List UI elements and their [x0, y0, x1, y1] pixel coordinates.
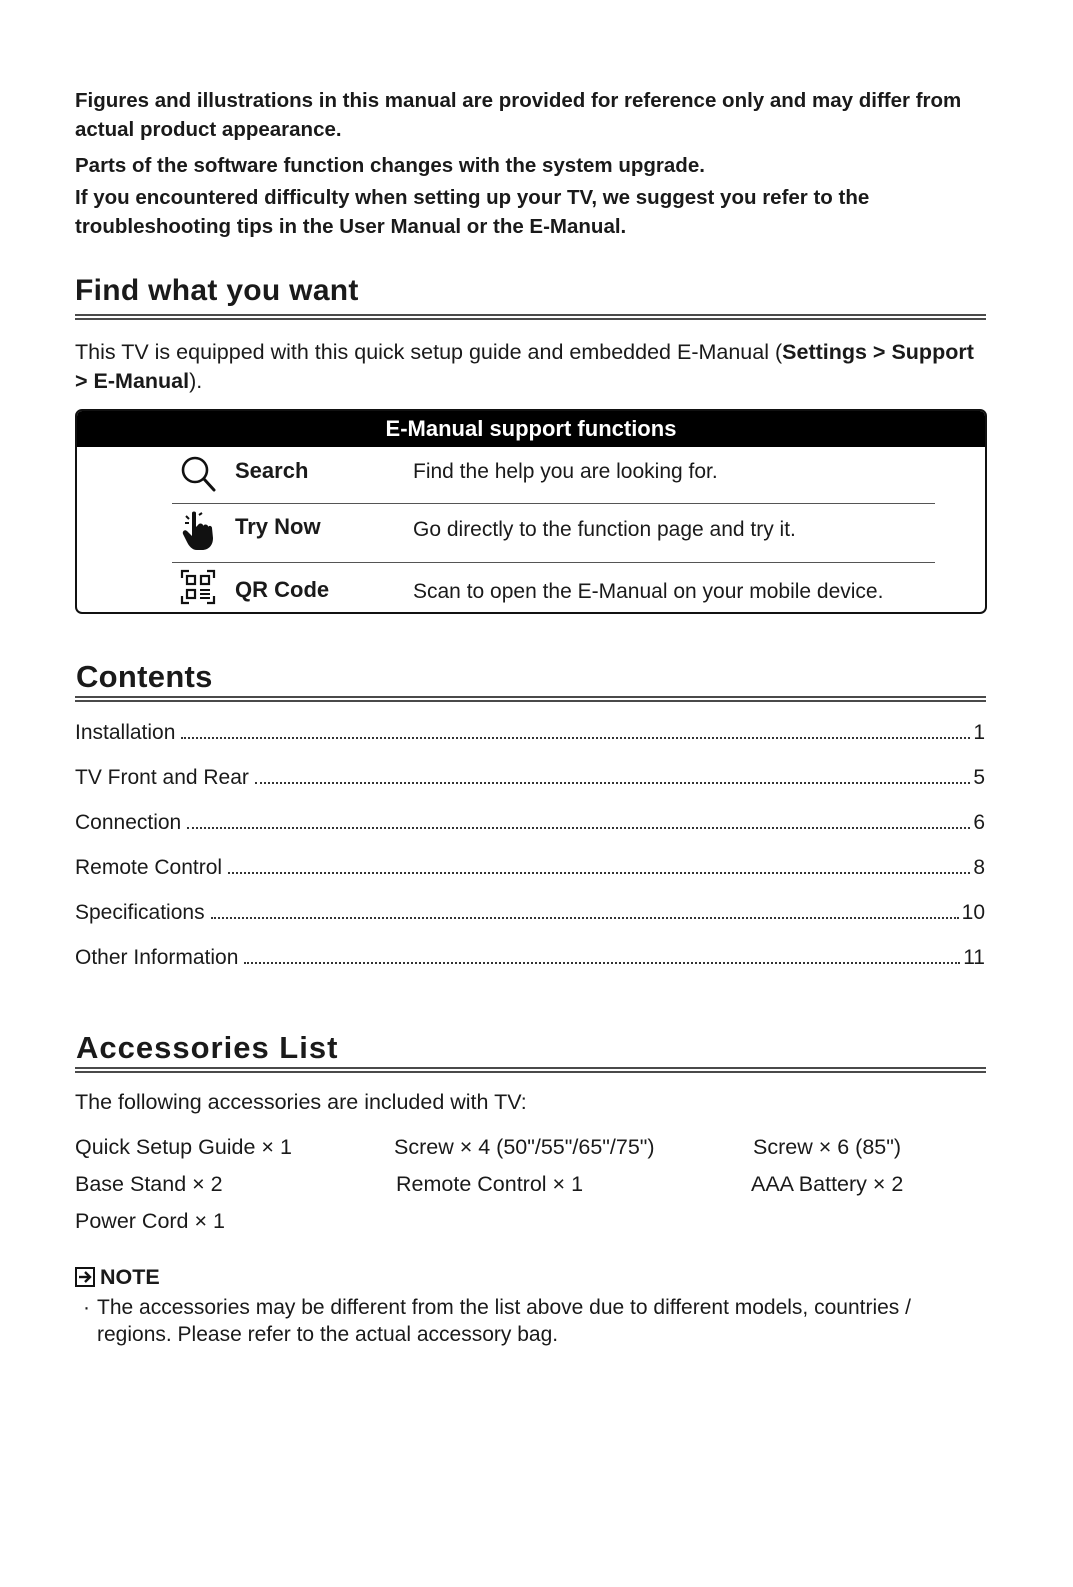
toc-entry[interactable] — [75, 808, 985, 853]
note-label: NOTE — [100, 1265, 160, 1289]
accessories-intro: The following accessories are included with TV: — [75, 1090, 527, 1114]
emanual-functions-table — [75, 409, 987, 614]
section-title-find: Find what you want — [75, 274, 359, 307]
toc-page: 6 — [973, 811, 985, 834]
accessory-item: Power Cord × 1 — [75, 1209, 225, 1233]
toc-entry[interactable] — [75, 718, 985, 763]
toc-entry[interactable] — [75, 763, 985, 808]
note-body — [75, 1294, 955, 1348]
accessory-item: AAA Battery × 2 — [751, 1172, 904, 1196]
toc-label: Installation — [75, 721, 176, 744]
accessory-item: Quick Setup Guide × 1 — [75, 1135, 292, 1159]
toc-leader — [187, 808, 970, 829]
accessory-item: Screw × 6 (85") — [753, 1135, 902, 1159]
toc-page: 5 — [973, 766, 985, 789]
settings-path: Settings > Support > E-Manual — [75, 340, 974, 393]
table-of-contents — [75, 718, 985, 988]
function-description: Go directly to the function page and try it. — [413, 518, 796, 541]
function-row-search — [172, 447, 935, 504]
section-divider — [75, 696, 986, 702]
accessory-item: Screw × 4 (50"/55"/65"/75") — [394, 1135, 655, 1159]
toc-entry[interactable] — [75, 943, 985, 988]
search-icon — [180, 455, 218, 493]
toc-leader — [228, 853, 970, 874]
disclaimer-line: Parts of the software function changes with the system upgrade. — [75, 154, 705, 177]
qr-code-icon — [180, 569, 218, 607]
function-description: Scan to open the E-Manual on your mobile device. — [413, 580, 884, 603]
section-divider — [75, 1067, 986, 1073]
pointing-hand-icon — [180, 510, 218, 548]
toc-page: 8 — [973, 856, 985, 879]
toc-entry[interactable] — [75, 853, 985, 898]
note-bullet: · — [83, 1296, 90, 1319]
note-text: The accessories may be different from the list above due to different models, countries / regions. Please refer to the actual accessory bag. — [97, 1296, 911, 1346]
toc-label: Other Information — [75, 946, 239, 969]
function-name: QR Code — [235, 577, 330, 602]
disclaimer-line: If you encountered difficulty when setting up your TV, we suggest you refer to the troubleshooting tips in the User Manual or the E-Manual. — [75, 186, 870, 238]
note-icon — [75, 1267, 95, 1287]
function-name: Try Now — [235, 514, 321, 539]
emanual-intro — [75, 338, 975, 396]
function-description: Find the help you are looking for. — [413, 460, 718, 483]
toc-leader — [244, 943, 960, 964]
section-title-contents: Contents — [76, 659, 213, 694]
toc-label: Specifications — [75, 901, 205, 924]
toc-label: Remote Control — [75, 856, 223, 879]
toc-entry[interactable] — [75, 898, 985, 943]
disclaimer — [75, 86, 975, 241]
intro-text: This TV is equipped with this quick setup guide and embedded E-Manual ( — [75, 340, 783, 364]
function-row-try-now — [172, 503, 935, 563]
table-title: E-Manual support functions — [77, 411, 985, 447]
toc-page: 10 — [961, 901, 985, 924]
toc-leader — [255, 763, 970, 784]
function-row-qr-code — [172, 562, 935, 610]
note-heading — [75, 1264, 160, 1290]
section-title-accessories: Accessories List — [76, 1030, 339, 1065]
accessory-item: Base Stand × 2 — [75, 1172, 223, 1196]
toc-label: TV Front and Rear — [75, 766, 249, 789]
disclaimer-line: Figures and illustrations in this manual are provided for reference only and may differ from actual product appearance. — [75, 89, 962, 141]
toc-page: 1 — [973, 721, 985, 744]
intro-end: ). — [189, 369, 203, 393]
function-name: Search — [235, 458, 309, 483]
toc-label: Connection — [75, 811, 182, 834]
section-divider — [75, 314, 986, 320]
accessory-item: Remote Control × 1 — [396, 1172, 584, 1196]
toc-leader — [181, 718, 970, 739]
toc-leader — [211, 898, 959, 919]
toc-page: 11 — [963, 946, 985, 969]
